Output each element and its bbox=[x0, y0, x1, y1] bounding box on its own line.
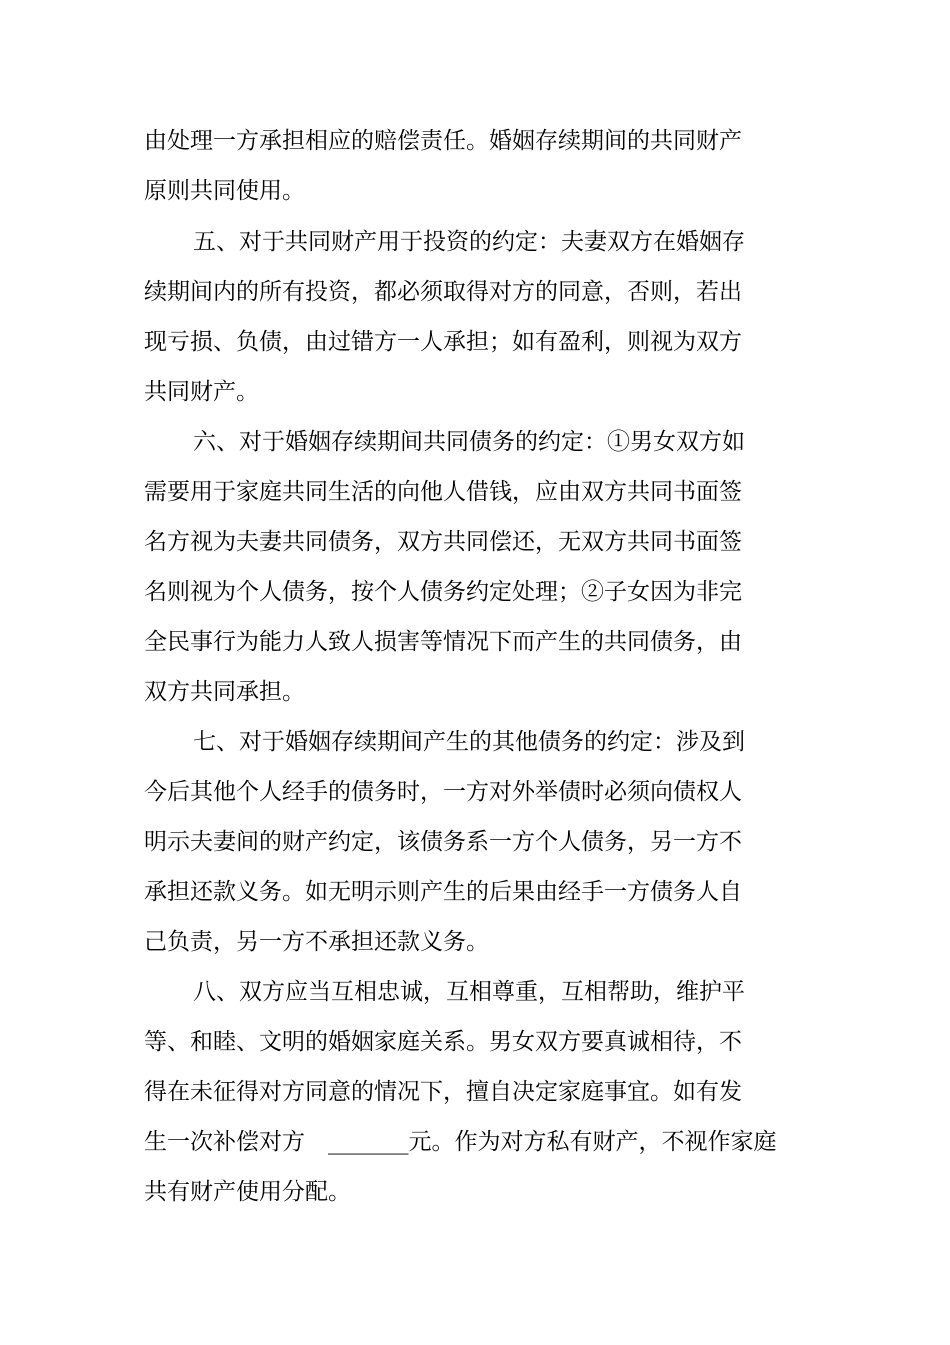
paragraph-heading-5: 五、对于共同财产用于投资的约定：夫妻双方在婚姻存 bbox=[193, 229, 745, 255]
text-line: 共同财产。 bbox=[144, 379, 259, 405]
text-line: 全民事行为能力人致人损害等情况下而产生的共同债务，由 bbox=[144, 629, 742, 655]
text-line: 己负责，另一方不承担还款义务。 bbox=[144, 929, 489, 955]
text-line: 得在未征得对方同意的情况下，擅自决定家庭事宜。如有发 bbox=[144, 1079, 742, 1105]
text-line: 明示夫妻间的财产约定，该债务系一方个人债务，另一方不 bbox=[144, 829, 742, 855]
text-line: 等、和睦、文明的婚姻家庭关系。男女双方要真诚相待，不 bbox=[144, 1029, 742, 1055]
text-line: 原则共同使用。 bbox=[144, 178, 305, 204]
text-line: 共有财产使用分配。 bbox=[144, 1179, 351, 1205]
text-line: 双方共同承担。 bbox=[144, 679, 305, 705]
text-line: 名则视为个人债务，按个人债务约定处理；②子女因为非完 bbox=[144, 579, 742, 605]
paragraph-heading-8: 八、双方应当互相忠诚，互相尊重，互相帮助，维护平 bbox=[193, 979, 745, 1005]
text-line: 名方视为夫妻共同债务，双方共同偿还，无双方共同书面签 bbox=[144, 529, 742, 555]
paragraph-heading-6: 六、对于婚姻存续期间共同债务的约定：①男女双方如 bbox=[193, 429, 745, 455]
text-line: 现亏损、负债，由过错方一人承担；如有盈利，则视为双方 bbox=[144, 329, 742, 355]
paragraph-heading-7: 七、对于婚姻存续期间产生的其他债务的约定：涉及到 bbox=[193, 729, 745, 755]
text-line: 由处理一方承担相应的赔偿责任。婚姻存续期间的共同财产 bbox=[144, 128, 742, 154]
text-line: 续期间内的所有投资，都必须取得对方的同意，否则，若出 bbox=[144, 279, 742, 305]
text-line-with-blank: 生一次补偿对方 _______元。作为对方私有财产，不视作家庭 bbox=[144, 1129, 777, 1155]
text-line: 需要用于家庭共同生活的向他人借钱，应由双方共同书面签 bbox=[144, 479, 742, 505]
text-line: 承担还款义务。如无明示则产生的后果由经手一方债务人自 bbox=[144, 879, 742, 905]
text-line: 今后其他个人经手的债务时，一方对外举债时必须向债权人 bbox=[144, 779, 742, 805]
